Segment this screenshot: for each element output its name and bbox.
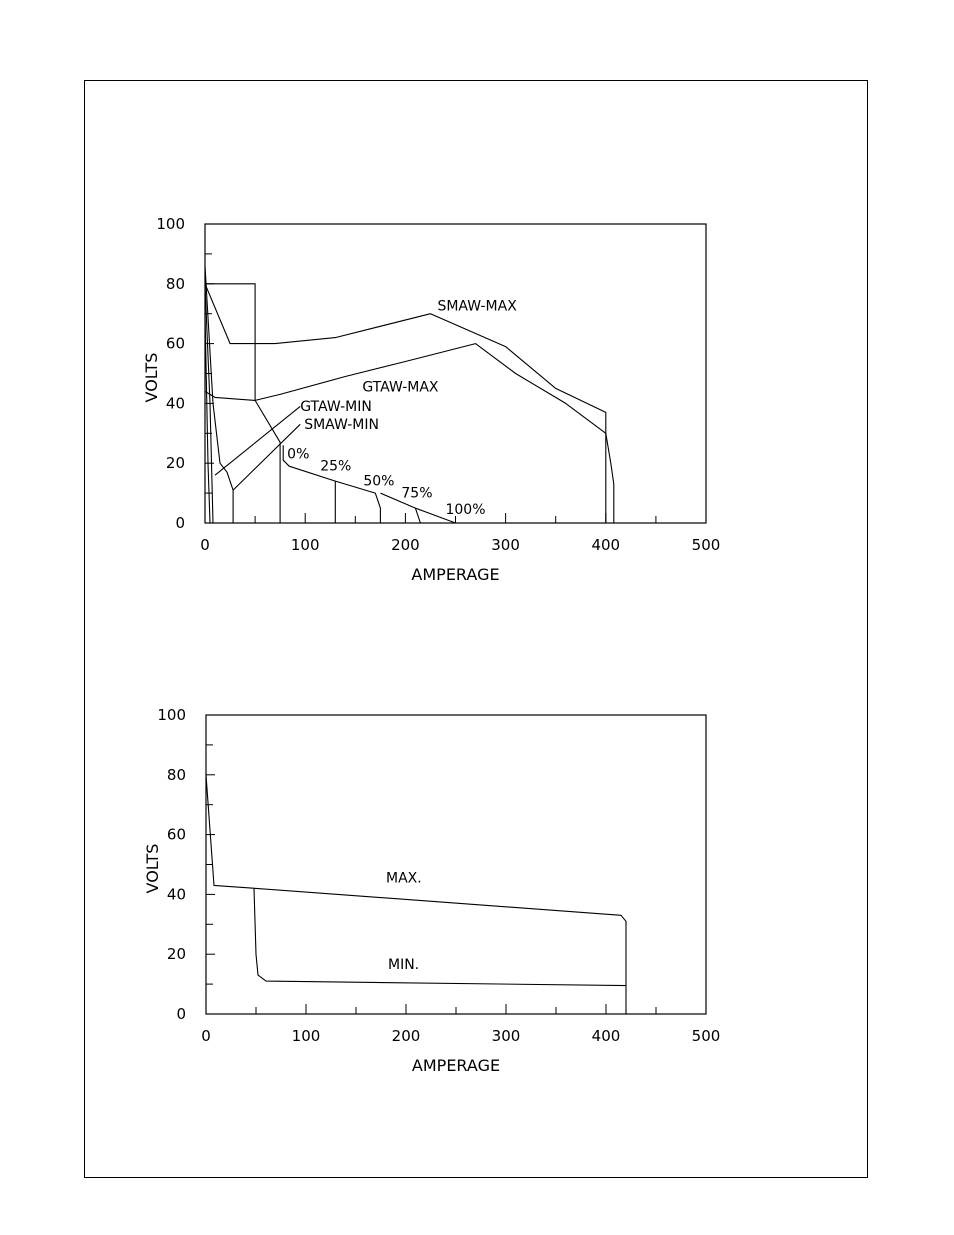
y-axis-title: VOLTS	[142, 352, 161, 403]
curve-label: 100%	[445, 502, 486, 519]
x-tick-label: 0	[200, 536, 210, 554]
curve-label: SMAW-MAX	[437, 298, 517, 315]
y-tick-label: 20	[165, 454, 185, 473]
y-tick-label: 60	[166, 825, 186, 844]
x-tick-label: 200	[391, 536, 420, 554]
x-tick-label: 300	[491, 536, 520, 554]
plot-area	[206, 715, 706, 1014]
curve-label: 50%	[363, 473, 395, 490]
y-tick-label: 20	[166, 945, 186, 964]
x-tick-label: 200	[391, 1027, 421, 1045]
curve-label: MAX.	[386, 870, 422, 887]
x-tick-label: 400	[591, 536, 621, 554]
y-tick-label: 80	[165, 274, 185, 293]
x-tick-label: 100	[290, 536, 320, 554]
y-tick-label: 40	[166, 885, 186, 904]
curve-label: MIN.	[388, 957, 420, 974]
y-tick-label: 100	[156, 215, 185, 233]
y-tick-label: 100	[157, 706, 186, 724]
curve-label: 25%	[320, 458, 352, 475]
curve-label: GTAW-MIN	[300, 398, 372, 415]
y-tick-label: 0	[176, 1005, 186, 1023]
curve-label: SMAW-MIN	[304, 416, 379, 433]
y-tick-label: 0	[175, 514, 185, 532]
y-axis-title: VOLTS	[143, 843, 162, 894]
x-axis-title: AMPERAGE	[411, 565, 500, 584]
curve-label: 0%	[287, 446, 310, 463]
curve-label: GTAW-MAX	[362, 379, 439, 396]
x-tick-label: 0	[201, 1027, 211, 1045]
x-tick-label: 500	[691, 536, 721, 554]
x-tick-label: 400	[591, 1027, 621, 1045]
curve-label: 75%	[401, 485, 433, 502]
x-axis-title: AMPERAGE	[411, 1056, 501, 1075]
x-tick-label: 500	[691, 1027, 721, 1045]
series-line	[254, 888, 626, 985]
series-line	[206, 775, 626, 1014]
x-tick-label: 100	[291, 1027, 321, 1045]
x-tick-label: 300	[491, 1027, 521, 1045]
y-tick-label: 60	[165, 334, 185, 353]
y-tick-label: 40	[165, 394, 185, 413]
y-tick-label: 80	[166, 765, 186, 784]
